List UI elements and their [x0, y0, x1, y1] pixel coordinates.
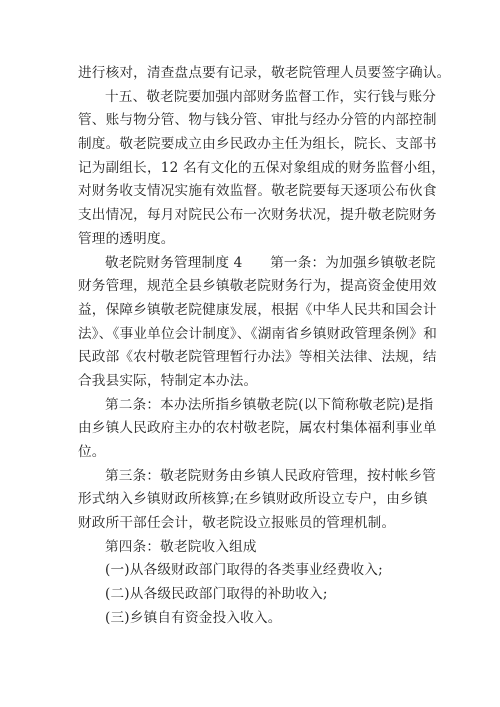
text-line: (二)从各级民政部门取得的补助收入;: [105, 586, 328, 603]
text-line: 管理的透明度。: [78, 230, 175, 247]
text-line: 位。: [78, 444, 106, 460]
text-line: (三)乡镇自有资金投入收入。: [105, 609, 282, 626]
text-line: 合我县实际，特制定本办法。: [78, 372, 258, 389]
text-line: 益，保障乡镇敬老院健康发展，根据《中华人民共和国会计: [78, 301, 437, 318]
text-line: 财务管理，规范全县乡镇敬老院财务行为，提高资金使用效: [78, 278, 437, 295]
text-line: 形式纳入乡镇财政所核算;在乡镇财政所设立专户，由乡镇: [78, 491, 428, 508]
text-line: (一)从各级财政部门取得的各类事业经费收入;: [105, 562, 383, 579]
document-body: [78, 62, 451, 631]
text-line: 法》、《事业单位会计制度》、《湖南省乡镇财政管理条例》和: [78, 325, 438, 342]
text-line: 第三条：敬老院财务由乡镇人民政府管理，按村帐乡管: [105, 467, 437, 484]
text-line: 第四条：敬老院收入组成: [105, 538, 257, 555]
text-line: 记为副组长，12 名有文化的五保对象组成的财务监督小组，: [78, 159, 446, 176]
text-line: 制度。敬老院要成立由乡民政办主任为组长，院长、支部书: [78, 136, 437, 153]
text-line: 敬老院财务管理制度 4 第一条：为加强乡镇敬老院: [105, 254, 436, 271]
text-line: 民政部《农村敬老院管理暂行办法》等相关法律、法规，结: [78, 349, 437, 366]
text-line: 十五、敬老院要加强内部财务监督工作，实行钱与账分: [105, 88, 437, 105]
text-line: 由乡镇人民政府主办的农村敬老院，属农村集体福利事业单: [78, 420, 437, 437]
text-line: 财政所干部任会计，敬老院设立报账员的管理机制。: [78, 515, 396, 532]
text-line: 对财务收支情况实施有效监督。敬老院要每天逐项公布伙食: [78, 183, 437, 200]
text-line: 第二条：本办法所指乡镇敬老院(以下简称敬老院)是指: [105, 396, 434, 413]
text-line: 进行核对，清查盘点要有记录，敬老院管理人员要签字确认。: [78, 65, 451, 81]
text-line: 管、账与物分管、物与钱分管、审批与经办分管的内部控制: [78, 112, 437, 129]
text-line: 支出情况，每月对院民公布一次财务状况，提升敬老院财务: [78, 207, 437, 224]
